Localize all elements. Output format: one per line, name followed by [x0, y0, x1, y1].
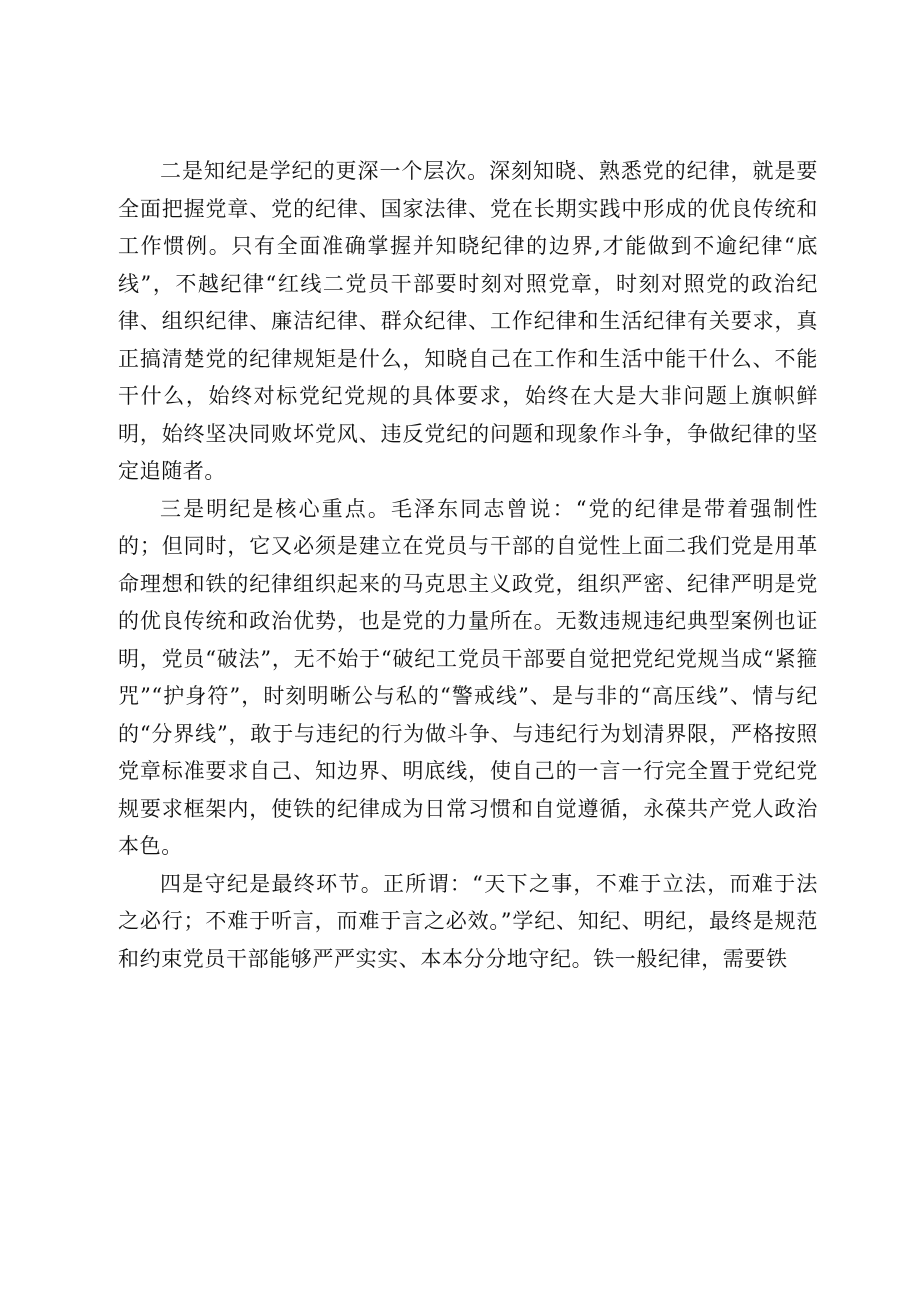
- paragraph-shouji: 四是守纪是最终环节。正所谓：“天下之事，不难于立法，而难于法之必行；不难于听言，而难于言之必效。”学纪、知纪、明纪，最终是规范和约束党员干部能够严严实实、本本分分地守纪。铁一般纪律，需要铁: [118, 871, 818, 971]
- paragraph-mingji: 三是明纪是核心重点。毛泽东同志曾说：“党的纪律是带着强制性的；但同时，它又必须是建立在党员与干部的自觉性上面二我们党是用革命理想和铁的纪律组织起来的马克思主义政党，组织严密、纪律严明是党的优良传统和政治优势，也是党的力量所在。无数违规违纪典型案例也证明，党员“破法”，无不始于“破纪工党员干部要自觉把党纪党规当成“紧箍咒”“护身符”，时刻明晰公与私的“警戒线”、是与非的“高压线”、情与纪的“分界线”，敢于与违纪的行为做斗争、与违纪行为划清界限，严格按照党章标准要求自己、知边界、明底线，使自己的一言一行完全置于党纪党规要求框架内，使铁的纪律成为日常习惯和自觉遵循，永葆共产党人政治本色。: [118, 496, 818, 858]
- document-body: [118, 153, 818, 978]
- paragraph-zhiji: 二是知纪是学纪的更深一个层次。深刻知晓、熟悉党的纪律，就是要全面把握党章、党的纪律、国家法律、党在长期实践中形成的优良传统和工作惯例。只有全面准确掌握并知晓纪律的边界,才能做到不逾纪律“底线”，不越纪律“红线二党员干部要时刻对照党章，时刻对照党的政治纪律、组织纪律、廉洁纪律、群众纪律、工作纪律和生活纪律有关要求，真正搞清楚党的纪律规矩是什么，知晓自己在工作和生活中能干什么、不能干什么，始终对标党纪党规的具体要求，始终在大是大非问题上旗帜鲜明，始终坚决同败坏党风、违反党纪的问题和现象作斗争，争做纪律的坚定追随者。: [118, 159, 818, 483]
